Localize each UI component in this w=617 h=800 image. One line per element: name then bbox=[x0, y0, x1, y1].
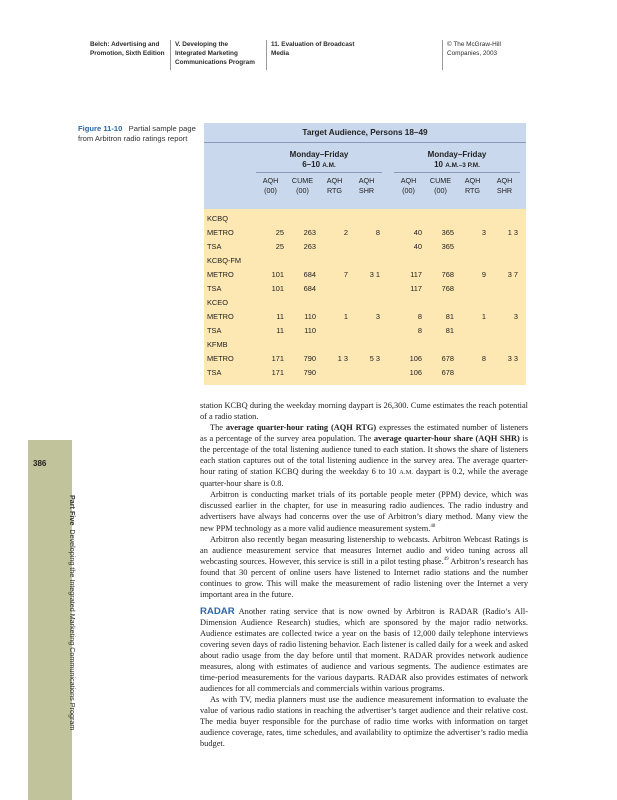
ratings-table bbox=[204, 123, 526, 385]
row-label: METRO bbox=[207, 270, 234, 279]
table-cell: 678 bbox=[441, 368, 454, 377]
table-row bbox=[204, 241, 526, 254]
table-row bbox=[204, 311, 526, 324]
table-cell: 3 bbox=[513, 312, 518, 321]
table-cell: 8 bbox=[417, 312, 422, 321]
body-text bbox=[200, 400, 528, 749]
table-title: Target Audience, Persons 18–49 bbox=[302, 128, 428, 137]
part-title: Developing the Integrated Marketing Communications Program bbox=[68, 529, 77, 731]
side-band bbox=[28, 440, 72, 800]
table-cell: 8 bbox=[481, 354, 486, 363]
section-heading-radar: RADAR bbox=[200, 605, 235, 617]
table-row bbox=[204, 269, 526, 282]
row-label: TSA bbox=[207, 368, 222, 377]
column-header: AQH (00) bbox=[262, 176, 279, 195]
group-rule-morning bbox=[256, 172, 382, 173]
header-chapter: 11. Evaluation of Broadcast Media bbox=[266, 40, 441, 70]
row-label: METRO bbox=[207, 228, 234, 237]
table-cell: 81 bbox=[445, 326, 454, 335]
table-cell: 110 bbox=[304, 312, 316, 321]
table-cell: 684 bbox=[303, 284, 316, 293]
table-cell: 25 bbox=[275, 228, 284, 237]
table-row bbox=[204, 283, 526, 296]
group-header-morning: Monday–Friday 6–10 A.M. bbox=[289, 150, 349, 169]
paragraph: Arbitron also recently began measuring listenership to webcasts. Arbitron Webcast Ratings is an audience measurement service that measures Internet audio and video tuning across all webcasting sources. However, this service is still in a pilot testing phase.$^{49}$ Arbitron’s research has found that 30 percent of online users have listened to Internet radio stations and the number continues to grow. This will make the measurement of radio listening over the Internet a very important area in the future. bbox=[200, 534, 528, 599]
table-cell: 7 bbox=[343, 270, 348, 279]
table-cell: 110 bbox=[304, 326, 316, 335]
paragraph: station KCBQ during the weekday morning daypart is 26,300. Cume estimates the reach potential of a radio station. bbox=[200, 401, 528, 422]
table-cell: 171 bbox=[271, 354, 284, 363]
column-header: CUME (00) bbox=[291, 176, 314, 195]
figure-caption bbox=[78, 124, 196, 145]
header-part: V. Developing the Integrated Marketing Communications Program bbox=[170, 40, 265, 70]
table-cell: 171 bbox=[271, 368, 284, 377]
table-cell: 263 bbox=[303, 228, 316, 237]
paragraph: Arbitron is conducting market trials of its portable people meter (PPM) device, which was discussed earlier in the chapter, for use in measuring radio audiences. The radio industry and advertisers have always had concerns over the use of Arbitron’s diary method. Many view the new PPM technology as a more valid audience measurement system.$^{48}$ bbox=[200, 490, 528, 533]
table-cell: 1 bbox=[481, 312, 486, 321]
table-cell: 1 3 bbox=[507, 228, 518, 237]
figure-label: Figure 11-10 bbox=[78, 124, 123, 133]
row-label: METRO bbox=[207, 312, 234, 321]
group-rule-midday bbox=[394, 172, 520, 173]
table-row bbox=[204, 227, 526, 240]
paragraph: As with TV, media planners must use the audience measurement information to evaluate the value of various radio stations in reaching the advertiser’s target audience and their relative cost. The media buyer responsible for the purchase of radio time works with information on target audience coverage, rates, time schedules, and availability to optimize the advertiser’s radio media budget. bbox=[200, 695, 528, 749]
table-body bbox=[204, 209, 526, 385]
table-cell: 40 bbox=[413, 242, 422, 251]
table-cell: 3 1 bbox=[369, 270, 380, 279]
table-row bbox=[204, 255, 526, 268]
table-cell: 3 7 bbox=[507, 270, 518, 279]
footnote-ref: 49 bbox=[443, 556, 449, 562]
table-cell: 365 bbox=[441, 242, 454, 251]
table-cell: 8 bbox=[375, 228, 380, 237]
page-number: 386 bbox=[33, 459, 47, 468]
row-label: KCBQ bbox=[207, 214, 228, 223]
column-header: AQH SHR bbox=[358, 176, 375, 195]
table-cell: 1 bbox=[343, 312, 348, 321]
table-cell: 263 bbox=[303, 242, 316, 251]
table-cell: 11 bbox=[276, 312, 284, 321]
table-cell: 9 bbox=[481, 270, 486, 279]
table-cell: 101 bbox=[271, 270, 284, 279]
row-label: KFMB bbox=[207, 340, 228, 349]
table-row bbox=[204, 297, 526, 310]
table-cell: 25 bbox=[275, 242, 284, 251]
table-cell: 5 3 bbox=[369, 354, 380, 363]
table-cell: 3 3 bbox=[507, 354, 518, 363]
table-cell: 2 bbox=[343, 228, 348, 237]
column-header: CUME (00) bbox=[429, 176, 452, 195]
row-label: TSA bbox=[207, 326, 222, 335]
header-book: Belch: Advertising and Promotion, Sixth Edition bbox=[90, 41, 165, 57]
table-cell: 790 bbox=[303, 368, 316, 377]
part-label: Part Five bbox=[68, 495, 77, 526]
table-row bbox=[204, 213, 526, 226]
table-cell: 684 bbox=[303, 270, 316, 279]
column-header: AQH (00) bbox=[400, 176, 417, 195]
running-header bbox=[90, 40, 530, 90]
header-copyright: © The McGraw-Hill Companies, 2003 bbox=[442, 40, 535, 70]
table-cell: 678 bbox=[441, 354, 454, 363]
table-cell: 101 bbox=[271, 284, 284, 293]
table-cell: 40 bbox=[413, 228, 422, 237]
table-cell: 81 bbox=[445, 312, 454, 321]
table-cell: 768 bbox=[441, 284, 454, 293]
footnote-ref: 48 bbox=[430, 523, 436, 529]
group-header-midday: Monday–Friday 10 A.M.–3 P.M. bbox=[427, 150, 487, 169]
table-row bbox=[204, 367, 526, 380]
row-label: TSA bbox=[207, 242, 222, 251]
column-header: AQH RTG bbox=[464, 176, 481, 195]
table-cell: 11 bbox=[276, 326, 284, 335]
table-row bbox=[204, 339, 526, 352]
paragraph: RADAR Another rating service that is now owned by Arbitron is RADAR (Radio’s All-Dimension Audience Research) studies, which are sponsored by the major radio networks. Audience estimates are collected twice a year on the basis of 12,000 daily telephone interviews covering seven days of radio listening behavior. Each listener is called daily for a week and asked about radio usage from the day before until that moment. RADAR provides network audience measures, along with estimates of audience and various segments. The audience estimates are time-period measurements for the various dayparts. RADAR also provides estimates of network audiences for all commercials and commercials within various programs. bbox=[200, 605, 528, 694]
table-row bbox=[204, 353, 526, 366]
column-header: AQH RTG bbox=[326, 176, 343, 195]
row-label: KCEO bbox=[207, 298, 228, 307]
row-label: TSA bbox=[207, 284, 222, 293]
table-cell: 1 3 bbox=[337, 354, 348, 363]
table-cell: 106 bbox=[409, 368, 422, 377]
table-cell: 3 bbox=[375, 312, 380, 321]
table-cell: 365 bbox=[441, 228, 454, 237]
table-header bbox=[204, 123, 526, 209]
table-row bbox=[204, 325, 526, 338]
part-running-title bbox=[68, 495, 77, 730]
table-cell: 3 bbox=[481, 228, 486, 237]
table-cell: 790 bbox=[303, 354, 316, 363]
figure-caption-text: Partial sample page from Arbitron radio ratings report bbox=[78, 124, 196, 144]
table-cell: 106 bbox=[409, 354, 422, 363]
table-cell: 117 bbox=[410, 284, 422, 293]
row-label: METRO bbox=[207, 354, 234, 363]
table-cell: 8 bbox=[417, 326, 422, 335]
column-header: AQH SHR bbox=[496, 176, 513, 195]
table-cell: 768 bbox=[441, 270, 454, 279]
row-label: KCBQ-FM bbox=[207, 256, 242, 265]
title-rule bbox=[204, 142, 526, 143]
paragraph: The average quarter-hour rating (AQH RTG) expresses the estimated number of listeners as a percentage of the survey area population. The average quarter-hour share (AQH SHR) is the percentage of the total listening audience tuned to each station. It shows the share of listeners each station captures out of the total listening audience in the survey area. The average quarter-hour rating of station KCBQ during the weekday 6 to 10 A.M. daypart is 0.2, while the average quarter-hour share is 0.8. bbox=[200, 423, 528, 489]
table-cell: 117 bbox=[410, 270, 422, 279]
